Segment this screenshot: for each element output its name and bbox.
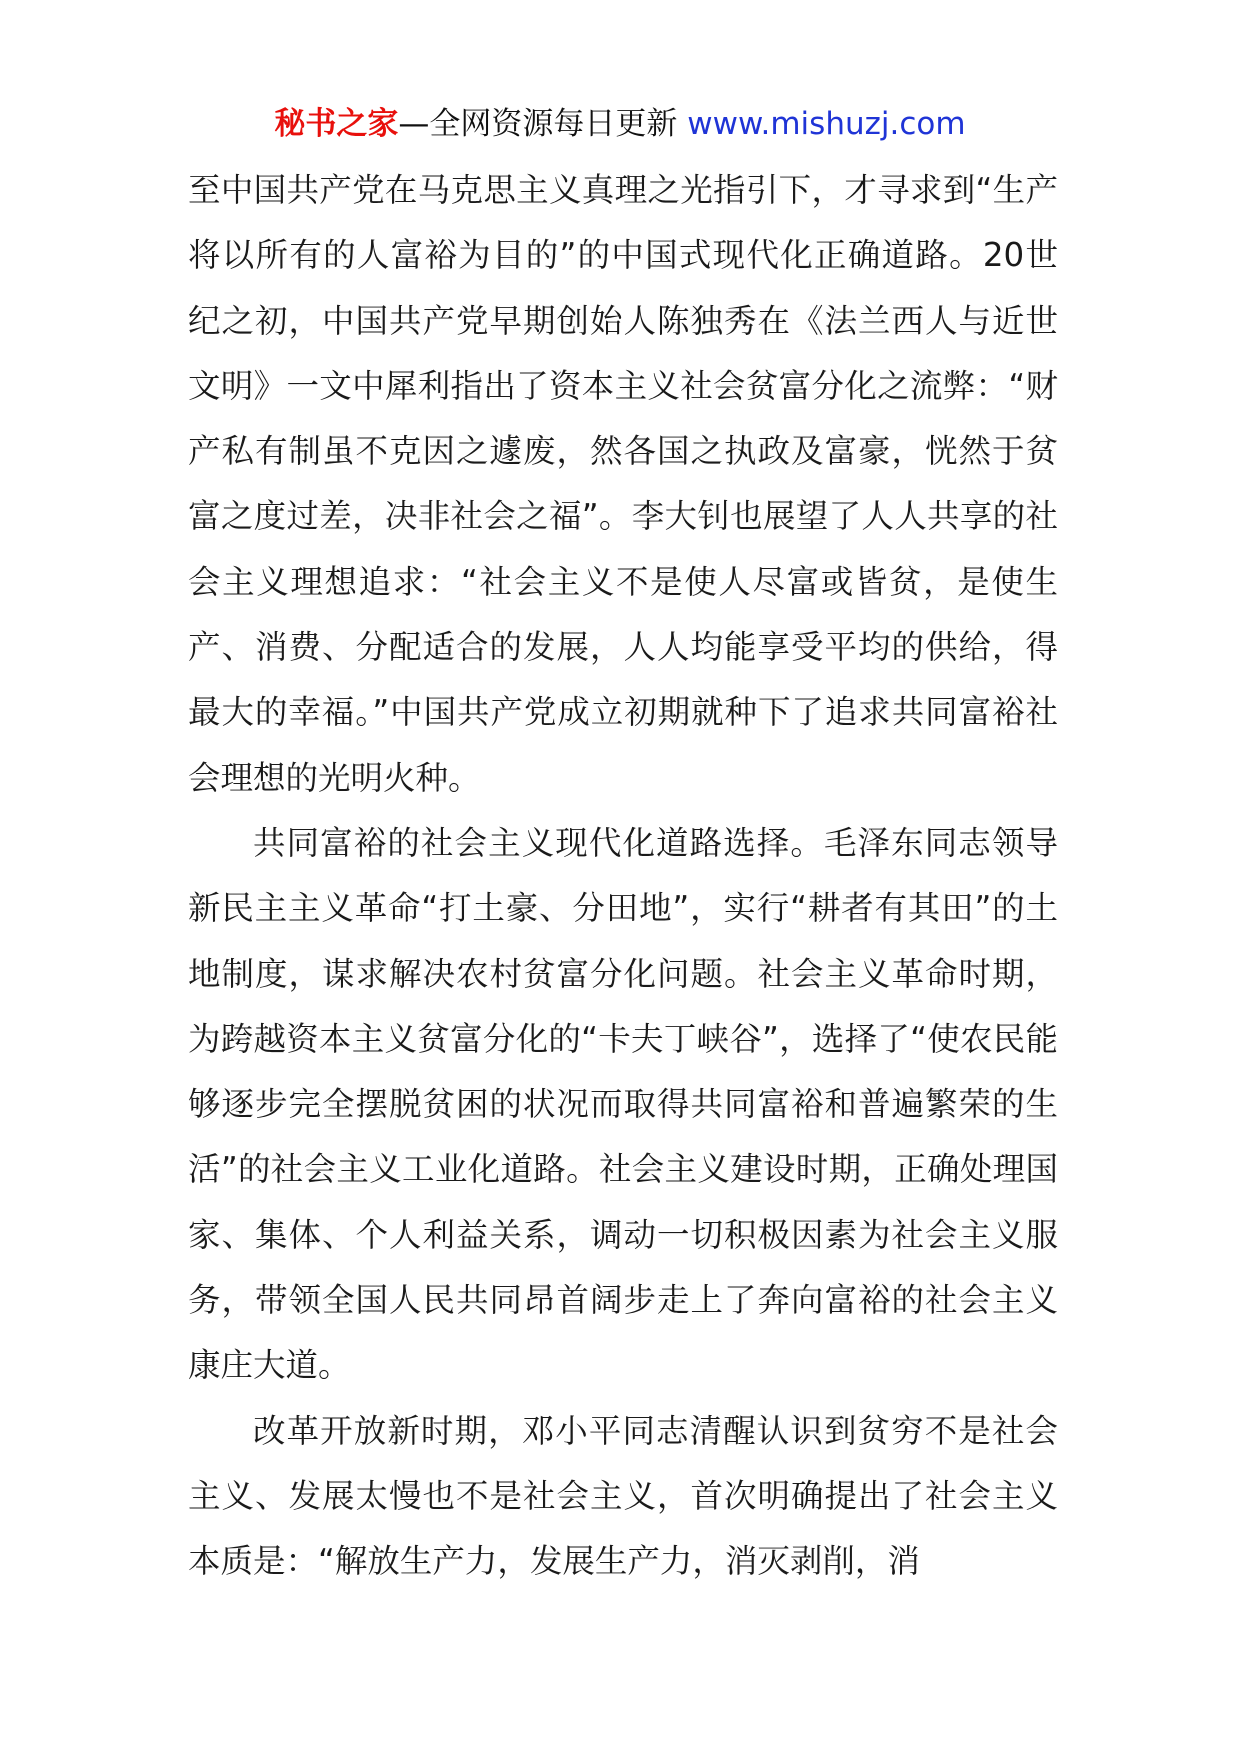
site-tagline: —全网资源每日更新 <box>398 106 688 142</box>
paragraph-3: 改革开放新时期，邓小平同志清醒认识到贫穷不是社会主义、发展太慢也不是社会主义，首次明确提出了社会主义本质是：“解放生产力，发展生产力，消灭剥削，消 <box>188 1411 1058 1581</box>
site-header <box>0 102 1240 146</box>
paragraph-2: 共同富裕的社会主义现代化道路选择。毛泽东同志领导新民主主义革命“打土豪、分田地”，实行“耕者有其田”的土地制度，谋求解决农村贫富分化问题。社会主义革命时期，为跨越资本主义贫富分化的“卡夫丁峡谷”，选择了“使农民能够逐步完全摆脱贫困的状况而取得共同富裕和普遍繁荣的生活”的社会主义工业化道路。社会主义建设时期，正确处理国家、集体、个人利益关系，调动一切积极因素为社会主义服务，带领全国人民共同昂首阔步走上了奔向富裕的社会主义康庄大道。 <box>188 823 1058 1385</box>
site-brand: 秘书之家 <box>274 106 399 142</box>
document-body <box>188 158 1058 1595</box>
site-url-link[interactable]: www.mishuzj.com <box>687 106 966 142</box>
paragraph-1: 至中国共产党在马克思主义真理之光指引下，才寻求到“生产将以所有的人富裕为目的”的中国式现代化正确道路。20世纪之初，中国共产党早期创始人陈独秀在《法兰西人与近世文明》一文中犀利指出了资本主义社会贫富分化之流弊：“财产私有制虽不克因之遽废，然各国之执政及富豪，恍然于贫富之度过差，决非社会之福”。李大钊也展望了人人共享的社会主义理想追求：“社会主义不是使人尽富或皆贫，是使生产、消费、分配适合的发展，人人均能享受平均的供给，得最大的幸福。”中国共产党成立初期就种下了追求共同富裕社会理想的光明火种。 <box>188 171 1058 797</box>
